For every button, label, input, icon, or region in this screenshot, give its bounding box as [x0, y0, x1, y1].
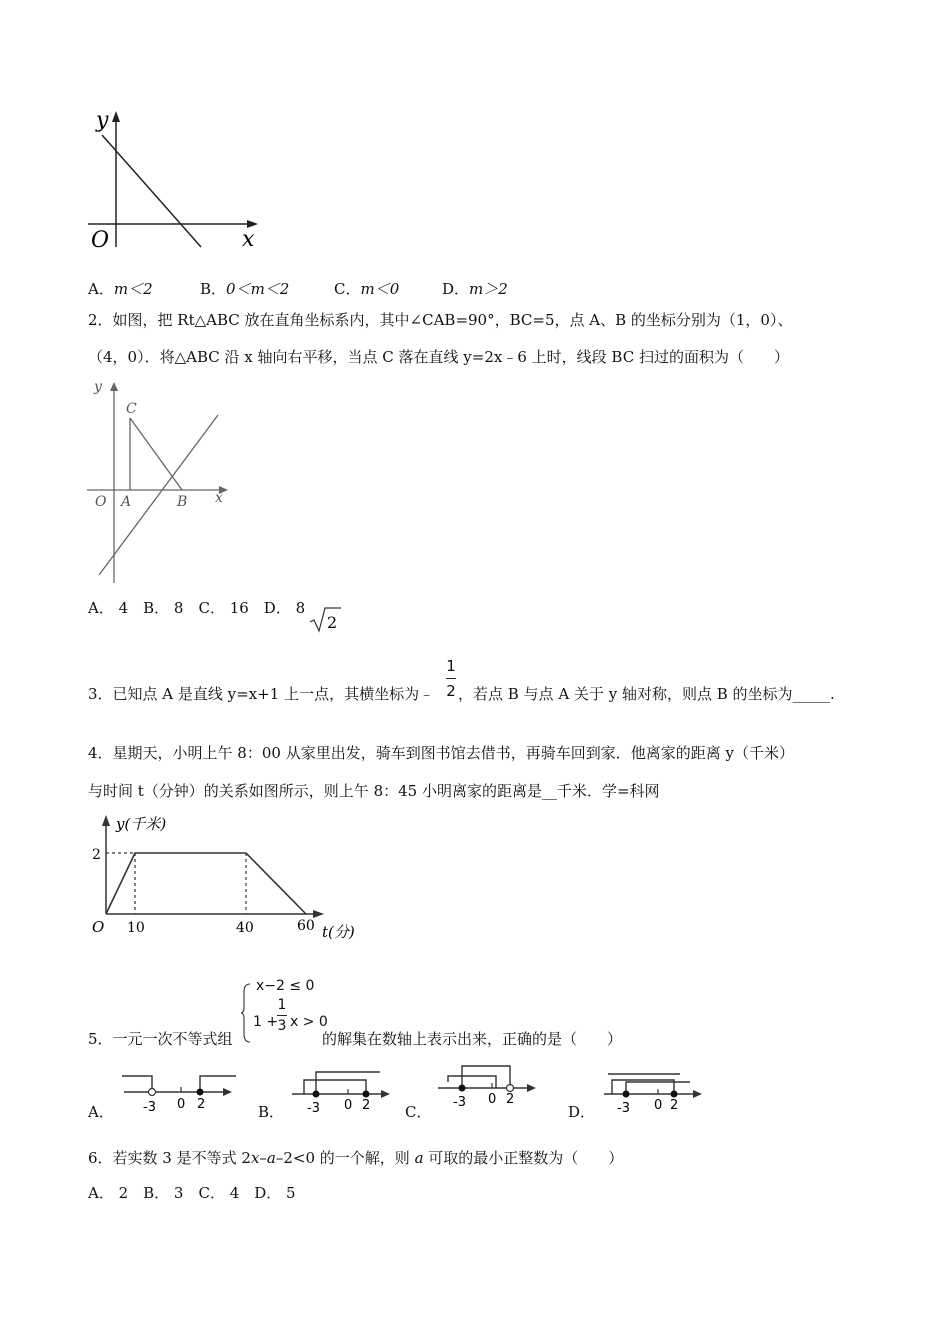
- q4-line2: 与时间 t（分钟）的关系如图所示，则上午 8：45 小明离家的距离是__千米．学=科网: [88, 782, 660, 800]
- q5-option-a-tick-2: 2: [197, 1097, 206, 1112]
- q5-option-a-letter: A．: [88, 1103, 114, 1121]
- q5-option-c-tick-m3: -3: [453, 1095, 466, 1110]
- q1-y-arrow: [112, 111, 120, 122]
- q5-option-b-tick-0: 0: [344, 1098, 353, 1113]
- q1-x-label: x: [242, 227, 255, 252]
- q2-origin-label: O: [95, 494, 107, 510]
- q3-fraction: [444, 657, 458, 700]
- q4-x-label: t(分): [322, 923, 355, 941]
- q5-option-c-tick-2: 2: [506, 1092, 515, 1107]
- q5-ineq2-fraction: [275, 997, 289, 1034]
- q5-option-c-letter: C．: [405, 1103, 432, 1121]
- q1-origin-label: O: [91, 228, 110, 253]
- q5-option-b-numberline: [288, 1066, 398, 1116]
- q2-line1: 2．如图，把 Rt△ABC 放在直角坐标系内，其中∠CAB=90°，BC=5，点 A、B 的坐标分别为（1，0）、: [88, 311, 793, 329]
- q2-line: [99, 415, 218, 575]
- q4-x-arrow: [313, 910, 324, 918]
- q4-line1: 4．星期天，小明上午 8：00 从家里出发，骑车到图书馆去借书，再骑车回到家．他离家的距离 y（千米）: [88, 744, 794, 762]
- q2-c-label: C: [126, 401, 137, 417]
- q4-x-tick-10: 10: [127, 920, 145, 936]
- q5-option-d-tick-m3: -3: [617, 1101, 630, 1116]
- q2-graph: [85, 375, 235, 590]
- q4-distance-line: [106, 853, 306, 914]
- q5-option-b-letter: B．: [258, 1103, 285, 1121]
- q5-ineq2-right: x > 0: [290, 1014, 328, 1030]
- q4-y-arrow: [102, 815, 110, 826]
- q3-frac-den: 2: [446, 682, 456, 700]
- q2-b-label: B: [177, 494, 188, 510]
- q5-option-b-tick-m3: -3: [307, 1101, 320, 1116]
- q3-text-after: ，若点 B 与点 A 关于 y 轴对称，则点 B 的坐标为_____.: [458, 685, 835, 703]
- q1-option-a: A．m＜2: [88, 280, 153, 298]
- q1-y-label: y: [96, 108, 109, 133]
- q5-option-a-tick-0: 0: [177, 1097, 186, 1112]
- q1-graph: [80, 105, 270, 255]
- q4-x-tick-40: 40: [236, 920, 254, 936]
- q6-line: 6．若实数 3 是不等式 2x–a–2<0 的一个解，则 a 可取的最小正整数为（ ）: [88, 1149, 624, 1167]
- q2-y-arrow: [110, 382, 118, 391]
- q5-frac-num: 1: [277, 997, 287, 1013]
- q5-option-d-letter: D．: [568, 1103, 596, 1121]
- q5-brace: [240, 982, 252, 1044]
- q1-line: [102, 135, 201, 247]
- q5-option-d-tick-2: 2: [670, 1098, 679, 1113]
- q2-line2: （4，0）．将△ABC 沿 x 轴向右平移，当点 C 落在直线 y=2x﹣6 上时，线段 BC 扫过的面积为（ ）: [88, 348, 789, 366]
- q4-x-tick-60: 60: [297, 918, 315, 934]
- q4-graph: [88, 810, 373, 945]
- q5-option-b-tick-2: 2: [362, 1098, 371, 1113]
- q4-y-label: y(千米): [116, 815, 167, 833]
- q5-suffix: 的解集在数轴上表示出来，正确的是（ ）: [322, 1030, 623, 1048]
- q2-sqrt-symbol: [308, 606, 342, 634]
- q4-origin-label: O: [92, 918, 105, 936]
- q5-option-a-tick-m3: -3: [143, 1100, 156, 1115]
- q3-frac-num: 1: [446, 657, 456, 675]
- q6-options: A． 2 B． 3 C． 4 D． 5: [88, 1184, 296, 1202]
- q2-side-bc: [130, 418, 182, 490]
- q2-y-label: y: [94, 379, 102, 395]
- q5-ineq1: x−2 ≤ 0: [256, 978, 315, 994]
- q5-ineq2-left: 1 +: [253, 1014, 279, 1030]
- q2-options: A． 4 B． 8 C． 16 D． 8: [88, 599, 306, 617]
- q1-option-c: C．m＜0: [334, 280, 400, 298]
- q5-option-d-numberline: [598, 1068, 710, 1118]
- q2-x-label: x: [215, 490, 223, 506]
- q1-option-b: B．0＜m＜2: [200, 280, 290, 298]
- q5-option-c-tick-0: 0: [488, 1092, 497, 1107]
- q5-frac-den: 3: [277, 1018, 287, 1034]
- q5-option-c-numberline: [432, 1062, 544, 1114]
- q4-y-tick-2: 2: [92, 847, 101, 863]
- q2-sqrt-value: 2: [327, 613, 338, 632]
- q2-a-label: A: [121, 494, 132, 510]
- q5-option-d-tick-0: 0: [654, 1098, 663, 1113]
- q1-option-d: D．m＞2: [442, 280, 508, 298]
- q5-prefix: 5．一元一次不等式组: [88, 1030, 233, 1048]
- q5-option-a-numberline: [114, 1068, 244, 1116]
- q3-text-before: 3．已知点 A 是直线 y=x+1 上一点，其横坐标为﹣: [88, 685, 435, 703]
